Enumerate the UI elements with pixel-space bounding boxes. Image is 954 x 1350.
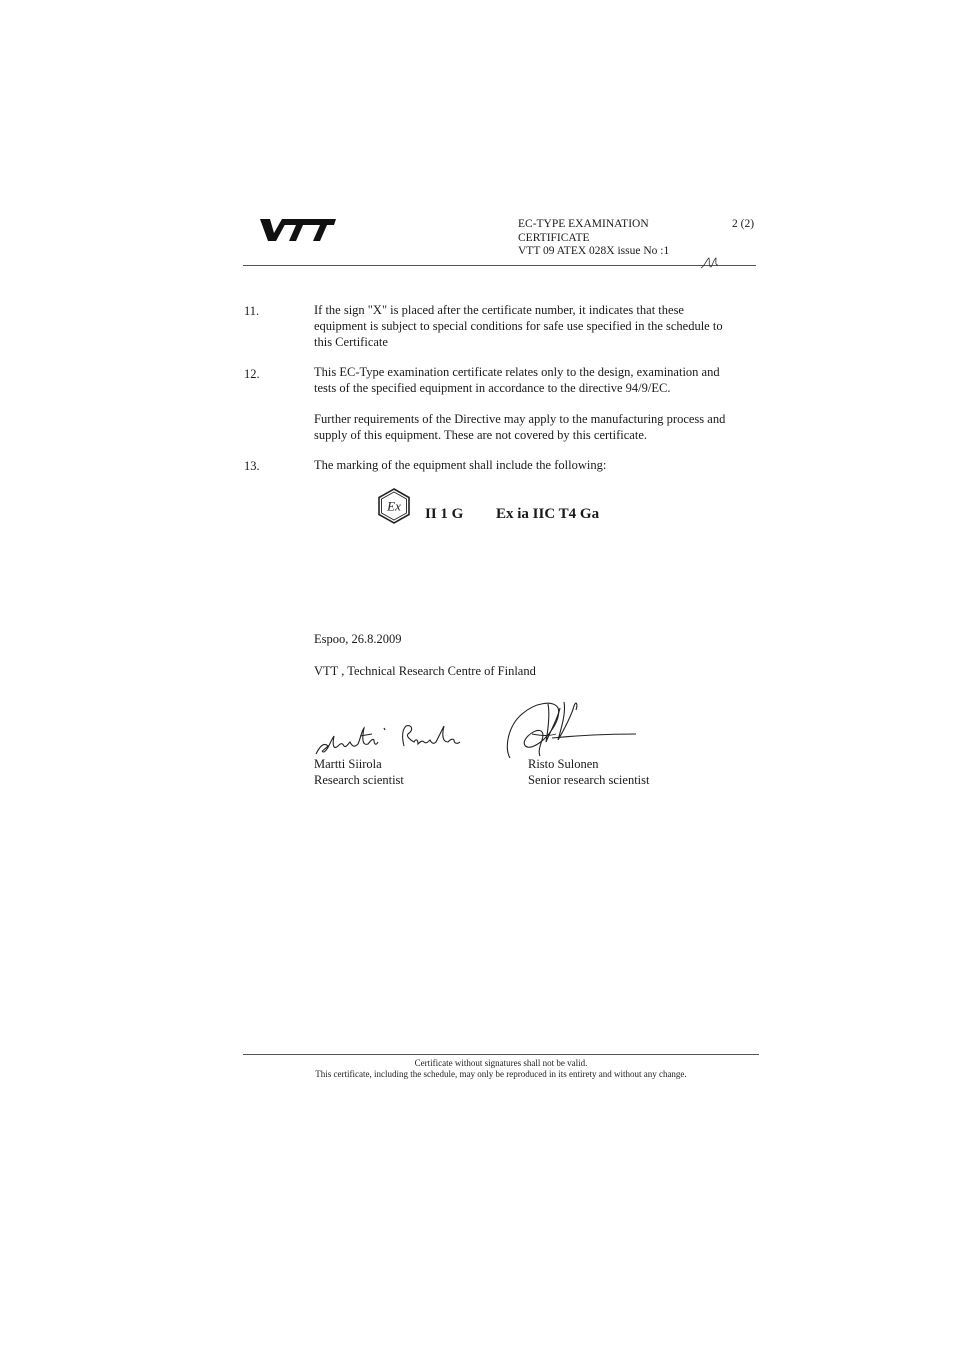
organisation: VTT , Technical Research Centre of Finland [314, 664, 536, 678]
certificate-title-line2: CERTIFICATE [518, 231, 590, 244]
signatory-name: Martti Siirola [314, 757, 382, 771]
initials-mark [700, 256, 724, 270]
clause-line: If the sign "X" is placed after the certificate number, it indicates that these [314, 303, 684, 317]
certificate-reference: VTT 09 ATEX 028X issue No :1 [518, 245, 670, 257]
clause-11-number: 11. [244, 304, 260, 318]
signatory-2 [528, 757, 649, 789]
signature-risto-sulonen [502, 696, 642, 766]
signatory-name: Risto Sulonen [528, 757, 599, 771]
place-date: Espoo, 26.8.2009 [314, 632, 402, 646]
clause-line: The marking of the equipment shall include the following: [314, 458, 607, 472]
clause-12-number: 12. [244, 367, 260, 381]
signature-martti-siirola [312, 716, 472, 761]
footer-rule [243, 1054, 759, 1055]
page-number: 2 (2) [732, 218, 755, 230]
certificate-title-line1: EC-TYPE EXAMINATION [518, 218, 649, 230]
clause-line: equipment is subject to special conditions for safe use specified in the schedule to [314, 318, 723, 333]
ex-symbol: Ex [387, 498, 401, 514]
vtt-logo [258, 213, 338, 243]
clause-11-text [314, 303, 764, 350]
clause-line: Further requirements of the Directive may apply to the manufacturing process and [314, 412, 726, 426]
footer-line2: This certificate, including the schedule, may only be reproduced in its entirety and without any change. [315, 1069, 687, 1079]
header-rule [243, 265, 756, 266]
signatory-1 [314, 757, 404, 789]
certificate-title [518, 218, 669, 259]
footer-line1: Certificate without signatures shall not be valid. [414, 1058, 588, 1068]
clause-12-additional-text [314, 412, 764, 444]
ex-hexagon-icon [375, 487, 413, 525]
footer [243, 1058, 759, 1080]
clause-line: this Certificate [314, 334, 388, 349]
clause-line: This EC-Type examination certificate relates only to the design, examination and [314, 365, 720, 379]
signatory-title: Research scientist [314, 772, 404, 787]
protection-type: Ex ia IIC T4 Ga [496, 506, 600, 522]
clause-line: supply of this equipment. These are not covered by this certificate. [314, 427, 648, 442]
clause-13-text [314, 458, 764, 474]
clause-line: tests of the specified equipment in accordance to the directive 94/9/EC. [314, 380, 671, 395]
equipment-group: II 1 G [425, 506, 464, 522]
signatory-title: Senior research scientist [528, 772, 650, 787]
clause-13-number: 13. [244, 459, 260, 473]
clause-12-text [314, 365, 764, 397]
